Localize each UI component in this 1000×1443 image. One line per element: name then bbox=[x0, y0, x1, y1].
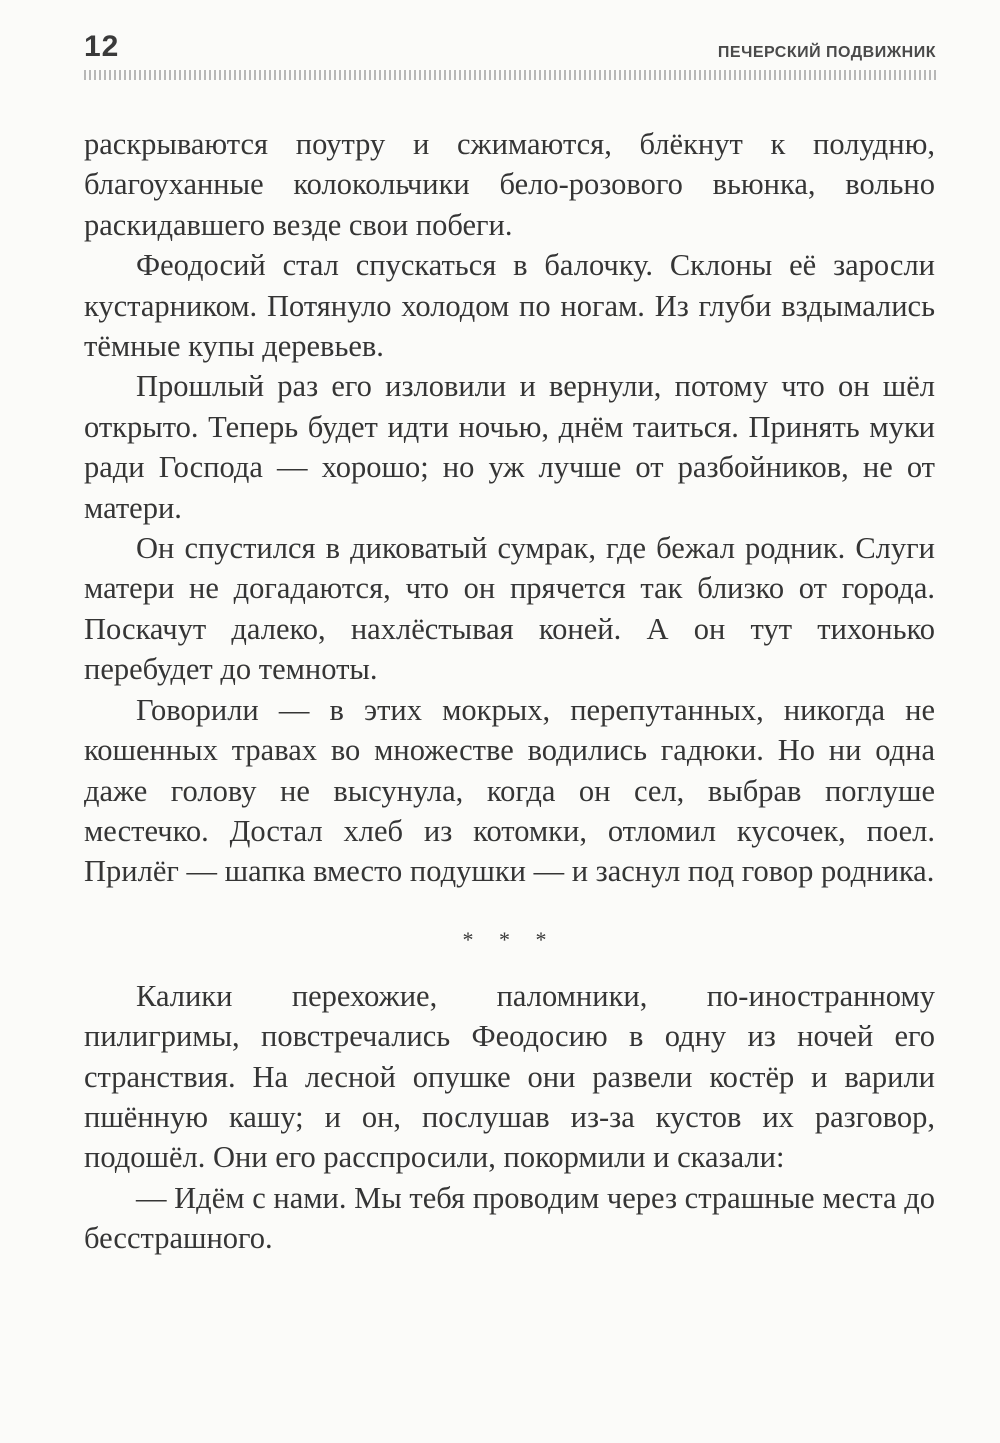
dialogue-paragraph: — Идём с нами. Мы тебя проводим через страшные места до бесстрашного. bbox=[84, 1180, 935, 1256]
header-rule bbox=[84, 70, 936, 80]
paragraph: Прошлый раз его изловили и вернули, потому что он шёл открыто. Теперь будет идти ночью, днём таиться. Принять муки ради Господа — хорошо; но уж лучше от разбойников, не от матери. bbox=[84, 369, 935, 525]
section-separator: * * * bbox=[462, 926, 557, 952]
page-number: 12 bbox=[84, 30, 120, 63]
paragraph: раскрываются поутру и сжимаются, блёкнут к полудню, благоуханные колокольчики бело-розового вьюнка, вольно раскидавшего везде свои побеги. bbox=[84, 127, 935, 242]
body-text bbox=[84, 124, 935, 1259]
paragraph: Калики перехожие, паломники, по-иностранному пилигримы, повстречались Феодосию в одну из ночей его странствия. На лесной опушке они развели костёр и варили пшённую кашу; и он, послушав из-за кустов их разговор, подошёл. Они его расспросили, покормили и сказали: bbox=[84, 978, 935, 1175]
book-title: ПЕЧЕРСКИЙ ПОДВИЖНИК bbox=[717, 44, 936, 61]
paragraph: Он спустился в диковатый сумрак, где бежал родник. Слуги матери не догадаются, что он прячется так близко от города. Поскачут далеко, нахлёстывая коней. А он тут тихонько перебудет до темноты. bbox=[84, 531, 935, 687]
paragraph: Феодосий стал спускаться в балочку. Склоны её заросли кустарником. Потянуло холодом по ногам. Из глуби вздымались тёмные купы деревьев. bbox=[84, 248, 935, 364]
paragraph: Говорили — в этих мокрых, перепутанных, никогда не кошенных травах во множестве водились гадюки. Но ни одна даже голову не высунула, когда он сел, выбрав поглуше местечко. Достал хлеб из котомки, отломил кусочек, поел. Прилёг — шапка вместо подушки — и заснул под говор родника. bbox=[84, 692, 935, 889]
